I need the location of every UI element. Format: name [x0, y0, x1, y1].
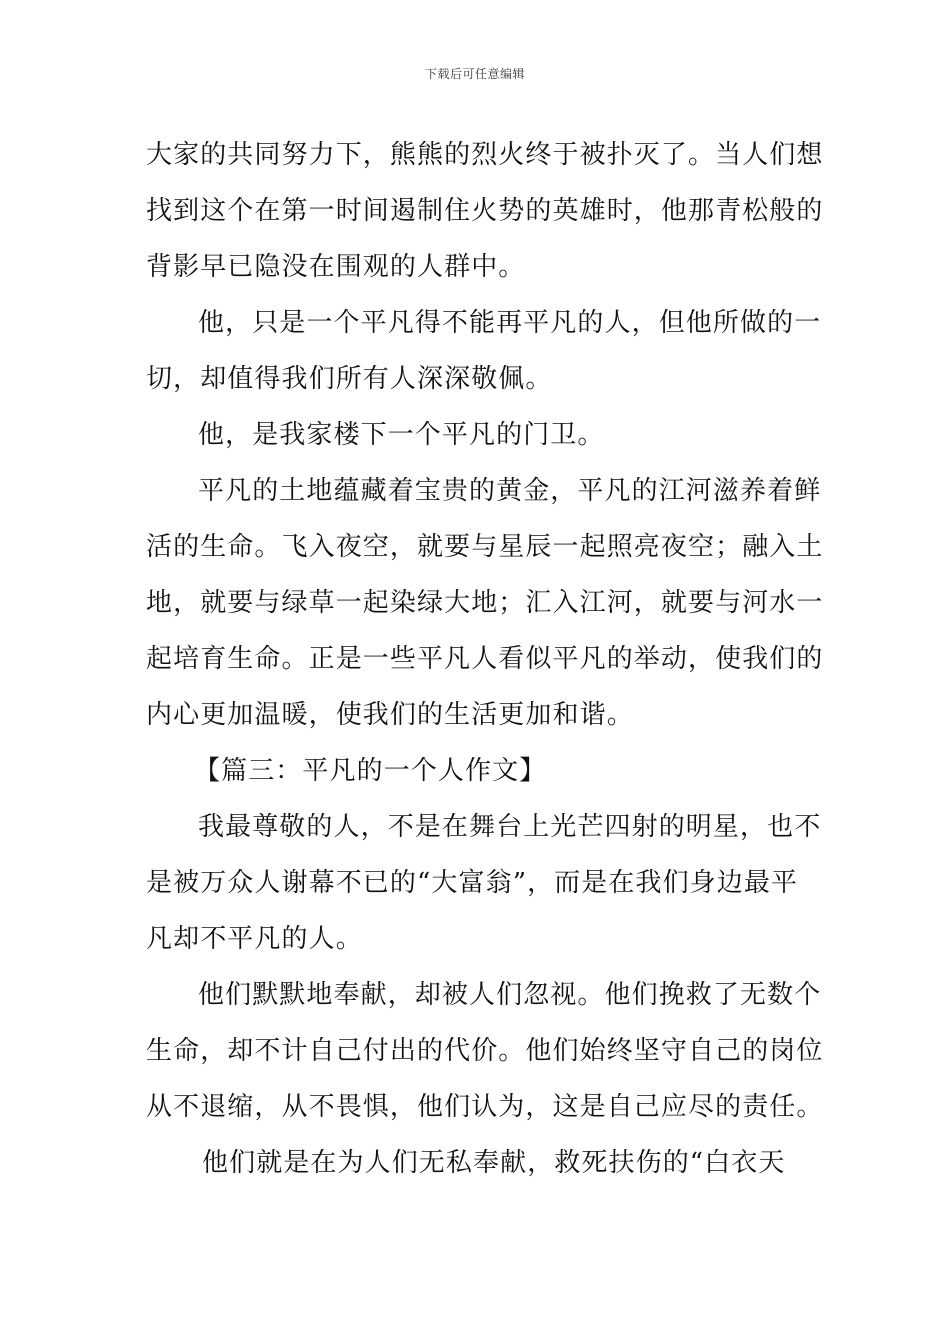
- paragraph-line: 凡却不平凡的人。: [146, 924, 363, 954]
- document-body: [146, 127, 824, 1191]
- paragraph-line: 他们就是在为人们无私奉献，救死扶伤的“白衣天: [202, 1148, 786, 1178]
- paragraph-line: 内心更加温暖，使我们的生活更加和谐。: [146, 700, 634, 730]
- paragraph-line: 我最尊敬的人，不是在舞台上光芒四射的明星，也不: [198, 812, 822, 842]
- section-heading: 【篇三：平凡的一个人作文】: [194, 756, 547, 786]
- paragraph-line: 活的生命。飞入夜空，就要与星辰一起照亮夜空；融入土: [146, 532, 824, 562]
- paragraph-line: 他，是我家楼下一个平凡的门卫。: [198, 420, 605, 450]
- paragraph-line: 地，就要与绿草一起染绿大地；汇入江河，就要与河水一: [146, 588, 824, 618]
- paragraph-line: 他们默默地奉献，却被人们忽视。他们挽救了无数个: [198, 980, 822, 1010]
- paragraph-line: 是被万众人谢幕不已的“大富翁”，而是在我们身边最平: [146, 868, 799, 898]
- paragraph-line: 从不退缩，从不畏惧，他们认为，这是自己应尽的责任。: [146, 1092, 824, 1122]
- paragraph-line: 切，却值得我们所有人深深敬佩。: [146, 364, 553, 394]
- paragraph-line: 大家的共同努力下，熊熊的烈火终于被扑灭了。当人们想: [146, 140, 824, 170]
- paragraph-line: 平凡的土地蕴藏着宝贵的黄金，平凡的江河滋养着鲜: [198, 476, 822, 506]
- paragraph-line: 找到这个在第一时间遏制住火势的英雄时，他那青松般的: [146, 196, 824, 226]
- paragraph-line: 他，只是一个平凡得不能再平凡的人，但他所做的一: [198, 308, 822, 338]
- paragraph-line: 背影早已隐没在围观的人群中。: [146, 252, 526, 282]
- page-header: 下载后可任意编辑: [424, 67, 525, 81]
- paragraph-line: 生命，却不计自己付出的代价。他们始终坚守自己的岗位: [146, 1036, 824, 1066]
- paragraph-line: 起培育生命。正是一些平凡人看似平凡的举动，使我们的: [146, 644, 824, 674]
